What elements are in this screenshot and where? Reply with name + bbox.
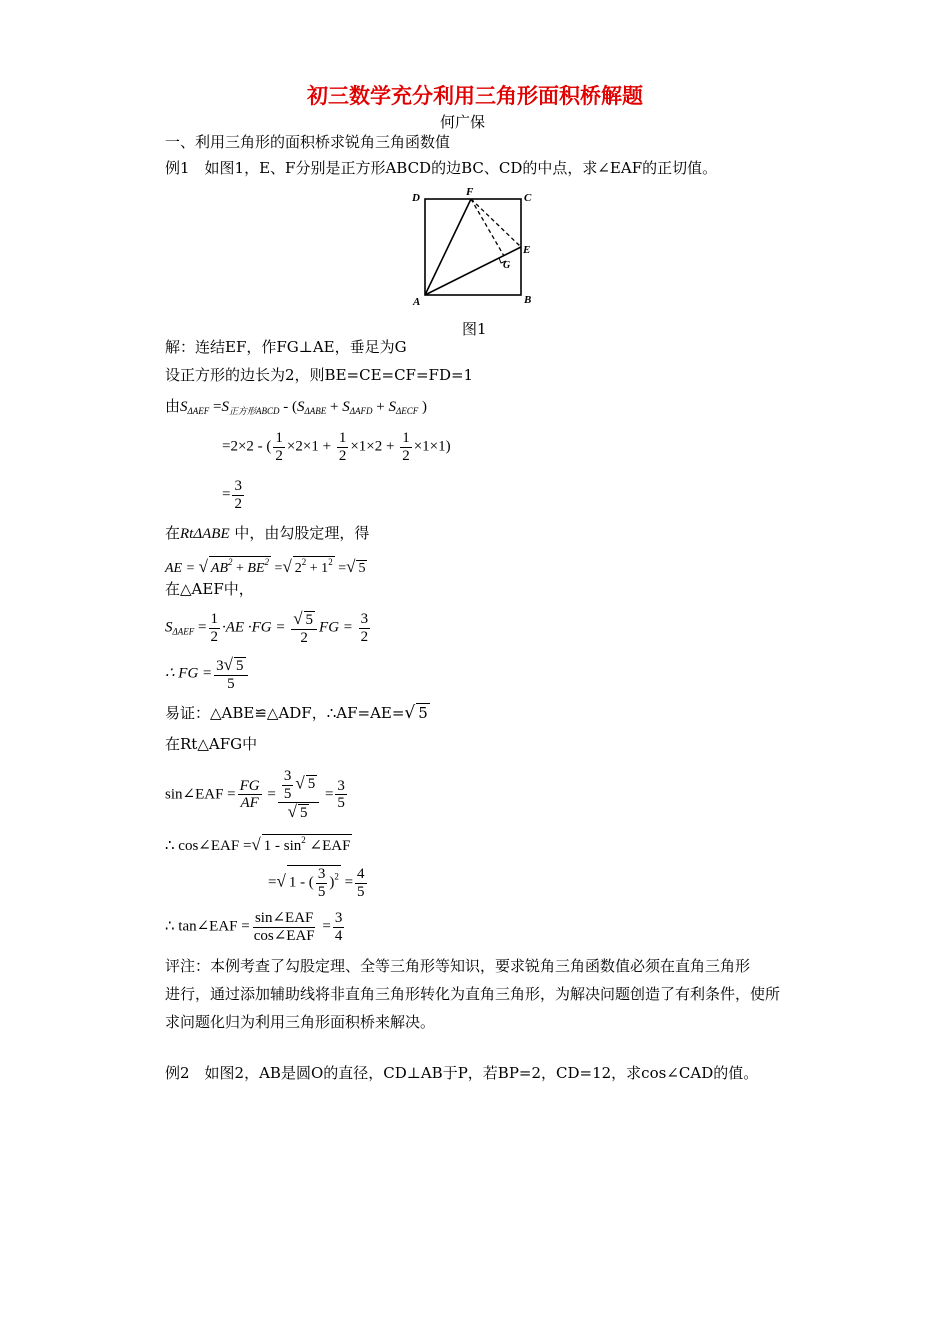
text-yizheng: 易证：△ABE≌△ADF，∴AF=AE=	[165, 704, 405, 722]
segment-fg-dashed	[471, 199, 504, 256]
solution-line-2: 设正方形的边长为2，则BE=CE=CF=FD=1	[165, 366, 474, 384]
equals: =	[338, 561, 347, 576]
three: 3	[360, 611, 369, 628]
segment-ae	[425, 247, 521, 295]
text-pythagoras: 中，由勾股定理，得	[234, 524, 370, 542]
sqrt-5: 5	[236, 658, 244, 674]
half-numerator: 1	[275, 430, 283, 446]
sin-lhs: sin∠EAF =	[165, 786, 236, 803]
equals: =	[324, 786, 334, 803]
area-decomposition-formula	[165, 395, 427, 417]
squared: 2	[328, 557, 333, 567]
equals: =	[213, 399, 222, 415]
plus: +	[236, 561, 244, 576]
equals: =	[268, 874, 277, 891]
s-symbol: S	[297, 399, 305, 415]
result-denominator: 2	[234, 495, 242, 512]
term-2: ×1×2 +	[350, 438, 395, 455]
sqrt-5: 5	[305, 612, 314, 628]
cos-lhs: ∴ cos∠EAF =	[165, 838, 252, 854]
sin-angle: sin∠EAF	[254, 910, 314, 926]
tan-formula	[165, 910, 346, 944]
ae-lhs: AE =	[165, 561, 196, 576]
half-denominator: 2	[275, 447, 283, 464]
area-aef-formula: $S_{\Delta AEF}$ = $\frac{1}{2}$ ·AE ·FG = $\frac{√ 5}{2}$ FG = $\frac{3}{2}$	[165, 609, 369, 646]
dot-ae-fg: ·AE ·FG =	[222, 619, 286, 636]
label-g: G	[503, 260, 511, 271]
five: 5	[317, 883, 326, 900]
sub-ecf: ΔECF	[396, 406, 419, 416]
sub-abe: ΔABE	[304, 406, 327, 416]
sqrt-5: 5	[299, 805, 308, 821]
comment-line-1: 评注：本例考查了勾股定理、全等三角形等知识，要求锐角三角函数值必须在直角三角形	[165, 957, 751, 975]
half-denominator: 2	[338, 447, 347, 464]
plus-one: + 1	[309, 561, 329, 576]
sub-aef: ΔAEF	[172, 626, 195, 637]
half-numerator: 1	[338, 430, 347, 446]
sin-formula: sin∠EAF = $\frac{FG}{AF}$ = $\frac{3}{5}$ √ 5 √ 5 = $\frac{3}{5}$	[165, 768, 345, 821]
tan-lhs: ∴ tan∠EAF =	[165, 918, 250, 935]
result-numerator: 3	[234, 478, 242, 494]
text-in: 在	[165, 524, 181, 542]
sqrt-5: 5	[418, 704, 428, 722]
label-c: C	[524, 192, 532, 204]
label-e: E	[523, 244, 531, 256]
five: 5	[337, 795, 345, 812]
close-paren: )	[422, 399, 428, 415]
plus: +	[376, 399, 385, 415]
minus-open: - (	[283, 399, 298, 415]
s-symbol: S	[165, 619, 173, 636]
sub-square: 正方形ABCD	[229, 406, 280, 416]
author: 何广保	[440, 113, 486, 131]
af: AF	[240, 795, 259, 812]
label-b: B	[524, 294, 532, 306]
cos-angle: cos∠EAF	[253, 927, 315, 944]
two: 2	[294, 561, 302, 576]
half-numerator: 1	[210, 611, 218, 628]
rt-abe: RtΔABE	[180, 526, 230, 542]
in-rt-afg: 在Rt△AFG中	[165, 735, 258, 753]
therefore-fg: ∴ FG =	[165, 665, 213, 682]
example-2-problem: 例2 如图2，AB是圆O的直径，CD⊥AB于P，若BP=2，CD=12，求cos∠CAD的值。	[165, 1064, 759, 1082]
area-expr-start: =2×2 - (	[222, 438, 272, 455]
term-1: ×2×1 +	[286, 438, 332, 455]
segment-af	[425, 199, 471, 295]
two: 2	[360, 628, 369, 645]
comment-line-3: 求问题化归为利用三角形面积桥来解决。	[165, 1013, 436, 1031]
half-numerator: 1	[402, 430, 410, 446]
cos-formula: ∴ cos∠EAF =√ $1 - \sin^2$ ∠EAF	[165, 835, 351, 854]
three: 3	[283, 768, 292, 784]
close-paren: )	[329, 874, 335, 891]
sub-afd: ΔAFD	[349, 406, 373, 416]
pythagoras-intro	[165, 522, 369, 543]
label-a: A	[413, 296, 421, 308]
sqrt-5: 5	[307, 776, 316, 793]
three: 3	[317, 866, 326, 882]
equals: =	[198, 619, 207, 636]
three: 3	[216, 658, 224, 674]
term-3: ×1×1)	[413, 438, 451, 455]
ae-length-formula: AE = √ $AB^2 + BE^2$ =√ $2^2 + 1^2$ =√ 5	[165, 557, 366, 576]
area-calculation	[222, 430, 451, 464]
equals: =	[267, 786, 276, 803]
label-f: F	[466, 186, 474, 198]
five: 5	[358, 561, 366, 576]
cos-value: =√ 1 - ( $\frac{3}{5}$ )$^2$ = $\frac{4}{5}$	[268, 866, 365, 900]
three: 3	[334, 910, 343, 926]
s-symbol: S	[388, 399, 397, 415]
squared: 2	[301, 835, 306, 845]
squared: 2	[228, 557, 233, 567]
s-symbol: S	[342, 399, 350, 415]
fg-result: ∴ FG = $\frac{3√ 5}{5}$	[165, 656, 250, 692]
equals: =	[344, 874, 354, 891]
four: 4	[334, 927, 343, 944]
one-minus-open: 1 - (	[288, 874, 314, 891]
comment-line-2: 进行，通过添加辅助线将非直角三角形转化为直角三角形，为解决问题创造了有利条件，使所	[165, 985, 781, 1003]
fg: FG	[239, 777, 260, 794]
label-d: D	[412, 192, 420, 204]
be: BE	[247, 561, 265, 576]
one-minus-sin: 1 - sin	[263, 838, 302, 854]
segment-fe-dashed	[471, 199, 521, 247]
angle-eaf: ∠EAF	[309, 838, 351, 854]
squared: 2	[301, 557, 307, 567]
ab: AB	[210, 561, 229, 576]
five: 5	[357, 883, 365, 900]
section-heading: 一、利用三角形的面积桥求锐角三角函数值	[165, 133, 451, 151]
equals: =	[222, 486, 231, 503]
two: 2	[300, 629, 308, 646]
figure-1-square-diagram	[405, 183, 545, 308]
sub-aef: ΔAEF	[187, 406, 210, 416]
squared: 2	[334, 871, 339, 882]
page-title: 初三数学充分利用三角形面积桥解题	[307, 84, 643, 108]
three: 3	[337, 777, 345, 794]
congruence-line: 易证：△ABE≌△ADF，∴AF=AE=√ 5	[165, 703, 428, 723]
text-you: 由	[165, 399, 181, 415]
half-denominator: 2	[402, 447, 410, 464]
area-result	[222, 478, 246, 512]
five: 5	[227, 675, 235, 692]
in-triangle-aef: 在△AEF中，	[165, 580, 254, 598]
equals: =	[322, 918, 331, 935]
solution-line-1: 解：连结EF，作FG⊥AE，垂足为G	[165, 338, 407, 356]
half-denominator: 2	[210, 628, 218, 645]
fg-equals: FG =	[319, 619, 353, 636]
figure-1-caption: 图1	[462, 320, 487, 338]
plus: +	[330, 399, 339, 415]
squared: 2	[264, 557, 270, 567]
five: 5	[283, 785, 292, 802]
example-1-problem: 例1 如图1，E、F分别是正方形ABCD的边BC、CD的中点，求∠EAF的正切值。	[165, 159, 718, 177]
equals: =	[274, 561, 283, 576]
s-symbol: S	[180, 399, 188, 415]
s-symbol: S	[221, 399, 230, 415]
square-abcd	[425, 199, 521, 295]
four: 4	[357, 866, 365, 882]
